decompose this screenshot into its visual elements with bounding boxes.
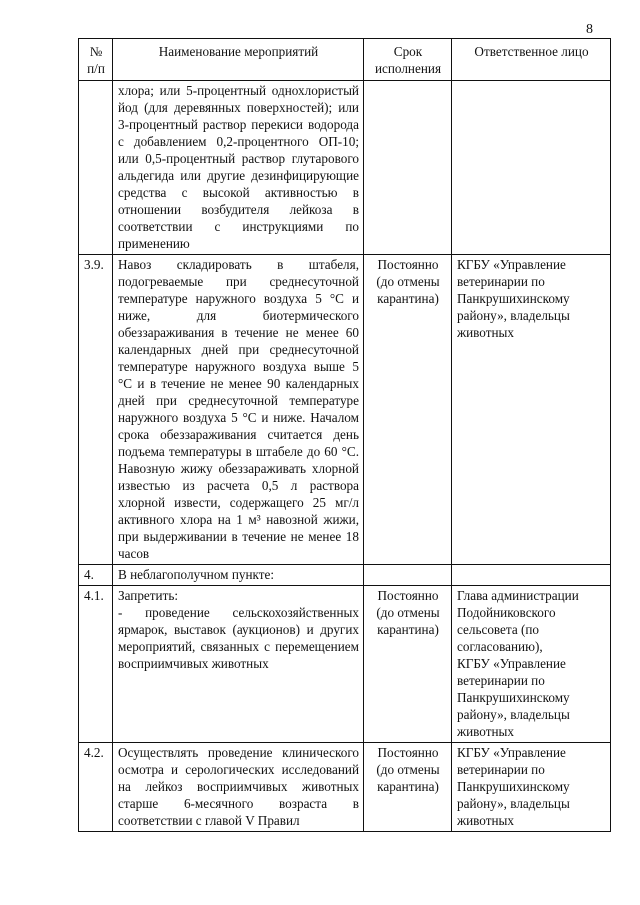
- row-num: 4.2.: [79, 743, 113, 832]
- row-responsible: КГБУ «Управление ветеринарии по Панкрушихинскому району», владельцы животных: [457, 656, 570, 739]
- header-name: Наименование мероприятий: [113, 39, 364, 81]
- table-row: [79, 565, 611, 586]
- row-num: 4.1.: [79, 586, 113, 743]
- row-name: Навоз складировать в штабеля, подогреваемые при среднесуточной температуре наружного воздуха 5 °С и ниже, для биотермического обеззараживания в течение не менее 60 календарных дней при среднесуточной температуре наружного воздуха выше 5 °С и в течение не менее 90 календарных дней при среднесуточной температуре наружного воздуха 5 °С и ниже. Началом срока обеззараживания считается день подъема температуры в штабеле до 60 °С. Навозную жижу обеззараживать хлорной известью из расчета 0,5 л раствора хлорной извести, содержащего 25 мг/л активного хлора на 1 м³ навозной жижи, при выдерживании в течение не менее 18 часов: [113, 255, 364, 565]
- table-header-row: [79, 39, 611, 81]
- table-row: [79, 586, 611, 743]
- table-row: [79, 255, 611, 565]
- row-num: 4.: [79, 565, 113, 586]
- row-responsible: КГБУ «Управление ветеринарии по Панкрушихинскому району», владельцы животных: [452, 255, 611, 565]
- header-num: № п/п: [79, 39, 113, 81]
- row-responsible-cell: [452, 586, 611, 743]
- table-row: [79, 81, 611, 255]
- row-term: [364, 81, 452, 255]
- row-responsible: [452, 565, 611, 586]
- header-responsible: Ответственное лицо: [452, 39, 611, 81]
- table-row: [79, 743, 611, 832]
- row-responsible: [452, 81, 611, 255]
- row-responsible: КГБУ «Управление ветеринарии по Панкрушихинскому району», владельцы животных: [452, 743, 611, 832]
- row-name: - проведение сельскохозяйственных ярмарок, выставок (аукционов) и других мероприятий, связанных с перемещением восприимчивых животных: [118, 605, 359, 671]
- row-name: В неблагополучном пункте:: [113, 565, 364, 586]
- measures-table: [78, 38, 611, 832]
- row-responsible-1: Глава администрации Подойниковского сельсовета (по согласованию),: [457, 588, 579, 654]
- page-number: 8: [586, 22, 593, 37]
- row-num: [79, 81, 113, 255]
- row-name: хлора; или 5-процентный однохлористый йод (для деревянных поверхностей); или 3-процентный раствор перекиси водорода с добавлением 0,2-процентного ОП-10; или 0,5-процентный раствор глутарового альдегида или другие дезинфицирующие средства с высокой активностью в отношении возбудителя лейкоза в соответствии с инструкциями по применению: [113, 81, 364, 255]
- row-name-title: Запретить:: [118, 588, 179, 603]
- row-name-cell: [113, 586, 364, 743]
- row-term: Постоянно (до отмены карантина): [364, 743, 452, 832]
- row-term: [364, 565, 452, 586]
- row-name: Осуществлять проведение клинического осмотра и серологических исследований на лейкоз восприимчивых животных старше 6-месячного возраста в соответствии с главой V Правил: [113, 743, 364, 832]
- header-term: Срок исполнения: [364, 39, 452, 81]
- row-term: Постоянно (до отмены карантина): [364, 586, 452, 743]
- row-num: 3.9.: [79, 255, 113, 565]
- row-term: Постоянно (до отмены карантина): [364, 255, 452, 565]
